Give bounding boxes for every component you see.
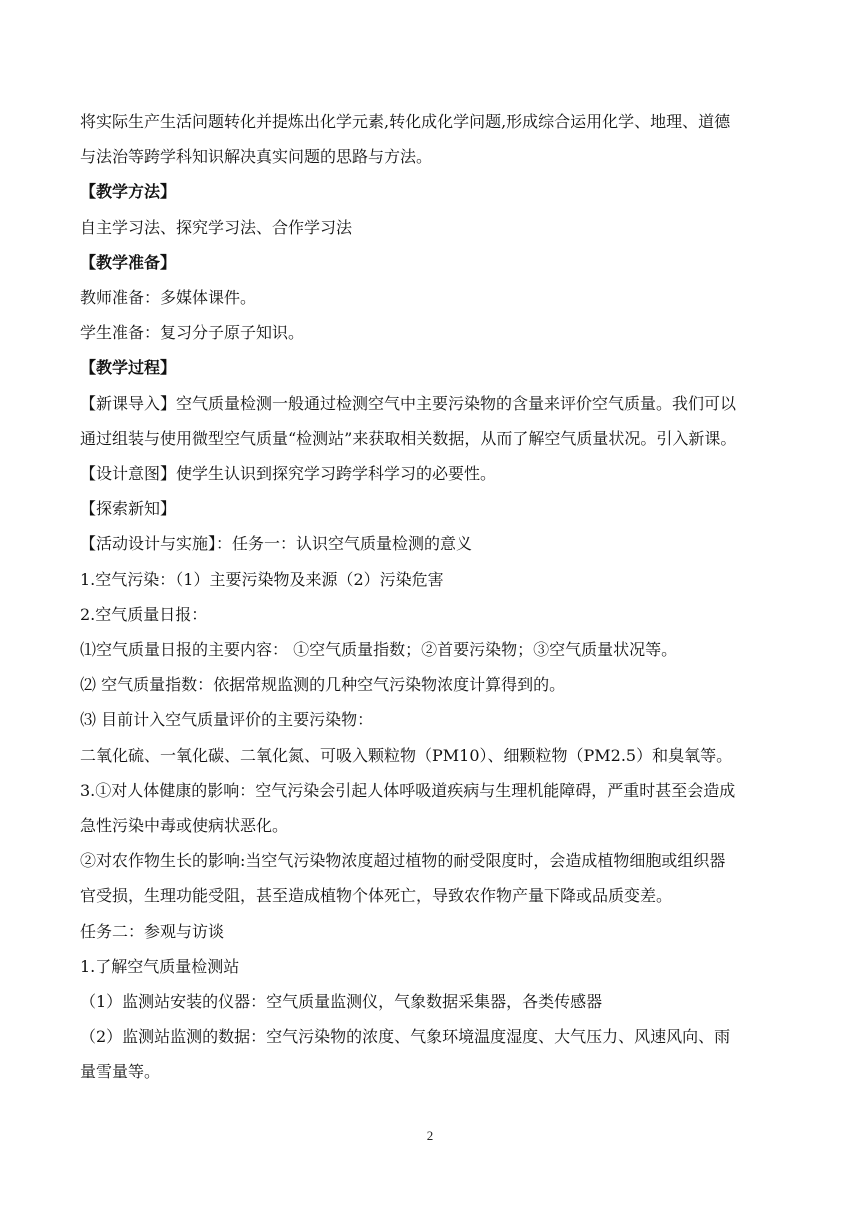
text-line: 2.空气质量日报： (80, 604, 208, 624)
text-line: 自主学习法、探究学习法、合作学习法 (80, 217, 353, 237)
text-line: 【探索新知】 (80, 499, 177, 519)
text-line: 【设计意图】使学生认识到探究学习跨学科学习的必要性。 (80, 464, 497, 484)
section-heading: 【教学方法】 (80, 182, 177, 202)
text-line: 二氧化硫、一氧化碳、二氧化氮、可吸入颗粒物（PM10）、细颗粒物（PM2.5）和臭氧等。 (80, 745, 733, 765)
text-line: 1.了解空气质量检测站 (80, 956, 240, 976)
text-line: 学生准备：复习分子原子知识。 (80, 323, 305, 343)
text-line: 将实际生产生活问题转化并提炼出化学元素,转化成化学问题,形成综合运用化学、地理、道德 (80, 112, 731, 131)
text-line: （1）监测站安装的仪器：空气质量监测仪，气象数据采集器，各类传感器 (80, 992, 603, 1012)
document-body (80, 104, 784, 1090)
text-line: 与法治等跨学科知识解决真实问题的思路与方法。 (80, 147, 433, 167)
text-line: 3.①对人体健康的影响：空气污染会引起人体呼吸道疾病与生理机能障碍，严重时甚至会造成 (80, 780, 736, 800)
text-line: 任务二：参观与访谈 (80, 921, 225, 941)
text-line: ⑶ 目前计入空气质量评价的主要污染物： (80, 710, 374, 730)
text-line: 通过组装与使用微型空气质量“检测站”来获取相关数据，从而了解空气质量状况。引入新课。 (80, 428, 737, 448)
section-heading: 【教学过程】 (80, 358, 177, 378)
section-heading: 【教学准备】 (80, 252, 177, 272)
text-line: 1.空气污染：（1）主要污染物及来源（2）污染危害 (80, 569, 444, 589)
text-line: 【新课导入】空气质量检测一般通过检测空气中主要污染物的含量来评价空气质量。我们可以 (80, 393, 737, 413)
page-number: 2 (426, 1128, 434, 1143)
text-line: ②对农作物生长的影响:当空气污染物浓度超过植物的耐受限度时，会造成植物细胞或组织器 (80, 851, 726, 871)
text-line: 官受损，生理功能受阻，甚至造成植物个体死亡，导致农作物产量下降或品质变差。 (80, 886, 673, 906)
text-line: 【活动设计与实施】：任务一：认识空气质量检测的意义 (80, 534, 473, 554)
text-line: 教师准备：多媒体课件。 (80, 288, 257, 308)
text-line: 急性污染中毒或使病状恶化。 (80, 816, 289, 836)
text-line: ⑴空气质量日报的主要内容： ①空气质量指数；②首要污染物；③空气质量状况等。 (80, 640, 678, 660)
text-line: 量雪量等。 (80, 1062, 161, 1082)
text-line: （2）监测站监测的数据：空气污染物的浓度、气象环境温度湿度、大气压力、风速风向、雨 (80, 1027, 731, 1047)
text-line: ⑵ 空气质量指数：依据常规监测的几种空气污染物浓度计算得到的。 (80, 675, 566, 695)
